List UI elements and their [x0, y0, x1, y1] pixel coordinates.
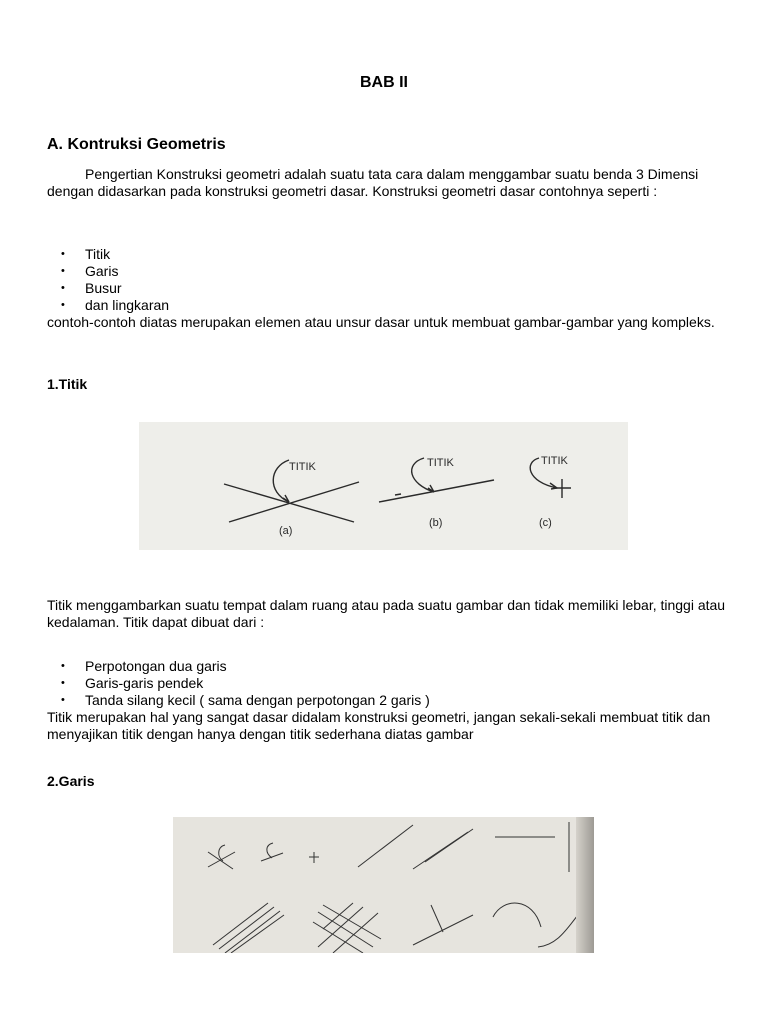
garis-heading: 2.Garis: [47, 773, 95, 789]
list-item: • Perpotongan dua garis: [47, 658, 430, 675]
line-shape: [229, 482, 359, 522]
titik-figure: [139, 422, 628, 550]
garis-illustration: [173, 817, 594, 953]
list-item: • Garis: [47, 263, 169, 280]
titik-heading: 1.Titik: [47, 376, 88, 392]
chapter-title: BAB II: [360, 74, 408, 91]
scan-edge-shadow: [576, 817, 594, 953]
titik-methods-list: [47, 658, 430, 709]
list-item: • Tanda silang kecil ( sama dengan perpotongan 2 garis ): [47, 692, 430, 709]
after-list-paragraph: contoh-contoh diatas merupakan elemen atau unsur dasar untuk membuat gambar-gambar yang kompleks.: [47, 314, 715, 330]
titik-label: TITIK: [289, 461, 316, 473]
figure-caption: (a): [279, 525, 293, 537]
pointer-arrow: [273, 460, 289, 502]
titik-label: TITIK: [427, 457, 454, 469]
titik-illustration: [139, 422, 628, 550]
garis-figure: [173, 817, 594, 953]
line-shape: [379, 480, 494, 502]
basic-elements-list: [47, 246, 169, 314]
list-item: • Titik: [47, 246, 169, 263]
titik-label: TITIK: [541, 455, 568, 467]
intro-paragraph: Pengertian Konstruksi geometri adalah suatu tata cara dalam menggambar suatu benda 3 Dimensi dengan didasarkan pada konstruksi geometri dasar. Konstruksi geometri dasar contohnya seperti :: [47, 166, 699, 199]
section-title: A. Kontruksi Geometris: [47, 136, 226, 153]
list-item: • Garis-garis pendek: [47, 675, 430, 692]
figure-caption: (c): [539, 517, 552, 529]
list-item: • Busur: [47, 280, 169, 297]
list-item: • dan lingkaran: [47, 297, 169, 314]
titik-description: Titik menggambarkan suatu tempat dalam ruang atau pada suatu gambar dan tidak memiliki lebar, tinggi atau kedalaman. Titik dapat dibuat dari :: [47, 597, 726, 630]
titik-note: Titik merupakan hal yang sangat dasar didalam konstruksi geometri, jangan sekali-sekali membuat titik dan menyajikan titik dengan hanya dengan titik sederhana diatas gambar: [47, 709, 711, 742]
figure-caption: (b): [429, 517, 443, 529]
